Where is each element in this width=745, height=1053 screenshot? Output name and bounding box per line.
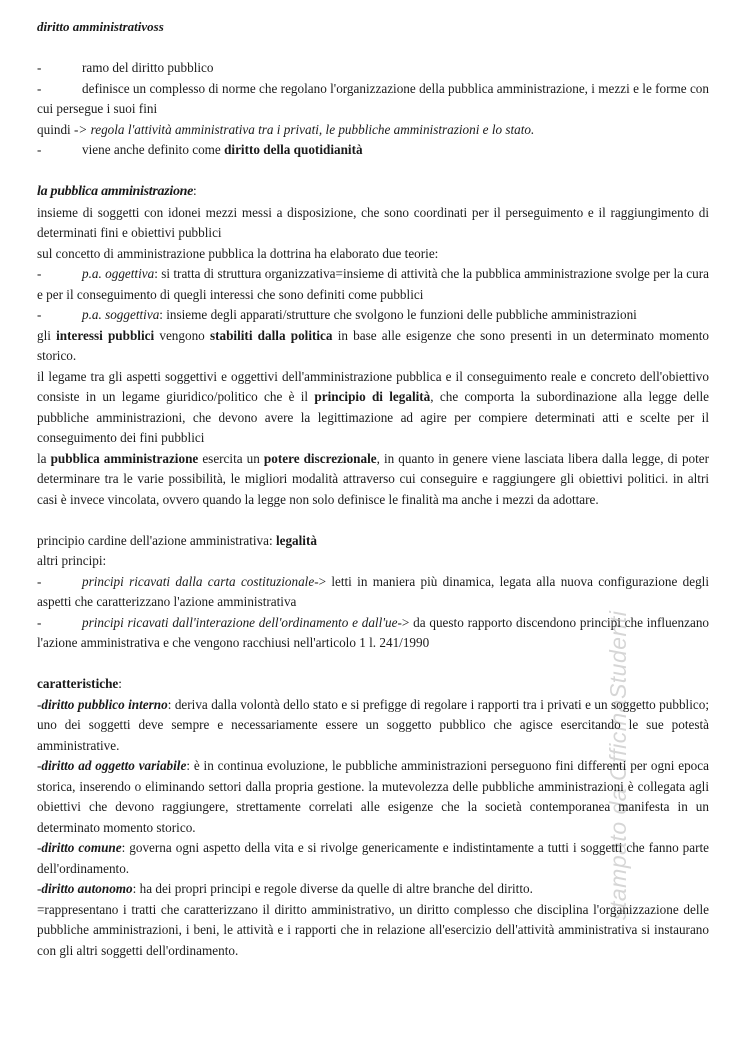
section-heading-text: la pubblica amministrazione [37, 184, 194, 199]
dash-marker: - [37, 266, 42, 281]
heading-suffix: : [118, 676, 122, 691]
bold-run: interessi pubblici [56, 327, 155, 343]
paragraph-definition: insieme di soggetti con idonei mezzi messi a disposizione, che sono coordinati per il perseguimento e il raggiungimento di determinati fini e obiettivi pubblici [37, 204, 709, 240]
list-item [37, 58, 709, 79]
dash-marker: - [37, 307, 42, 322]
dash-marker: - [37, 696, 42, 712]
dash-marker: - [37, 758, 42, 773]
spacer [37, 161, 709, 182]
bold-italic-run: diritto pubblico interno [41, 696, 168, 712]
list-item-text: ramo del diritto pubblico [82, 60, 214, 75]
paragraph-quindi [37, 120, 709, 141]
dash-marker: - [37, 142, 42, 157]
text-run: viene anche definito come [82, 142, 221, 157]
text-run: : è in continua evoluzione, le pubbliche amministrazioni perseguono fini differenti per ogni epoca storica, inserendo o eliminando settori dalla propria gestione. la mutevolezza delle pubbliche amministrazioni è collegata agli obiettivi che devono raggiungere, strettamente correlati alle esigenze che la società contemporanea manifesta in un determinato momento storico. [37, 758, 709, 835]
section-heading-caratteristiche [37, 674, 709, 695]
paragraph-teorie: sul concetto di amministrazione pubblica la dottrina ha elaborato due teorie: [37, 245, 439, 261]
list-item-text: definisce un complesso di norme che regolano l'organizzazione della pubblica amministrazione, i mezzi e le forme con cui persegue i suoi fini [37, 80, 709, 116]
text-run: vengono [159, 327, 205, 343]
oggettiva-label: p.a. oggettiva [82, 266, 155, 281]
heading-suffix: : [193, 183, 197, 198]
list-item [37, 572, 709, 613]
list-item-text [82, 140, 709, 161]
text-run: , in quanto in genere viene lasciata libera dalla legge, di poter determinare tra le varie possibilità, le migliori modalità attraverso cui conseguire e raggiungere gli obiettivi politici. in altri casi è invece vincolata, ovvero quando la legge non solo definisce le finalità ma anche i mezzi da adottare. [37, 450, 710, 507]
list-item [37, 838, 709, 879]
paragraph-summary: =rappresentano i tratti che caratterizzano il diritto amministrativo, un diritto complesso che disciplina l'organizzazione delle pubbliche amministrazioni, i beni, le attività e i rapporti che in relazione all'esercizio dell'attività amministrativa si instaurano con gli altri soggetti dell'ordinamento. [37, 901, 709, 958]
spacer [37, 654, 709, 675]
soggettiva-label: p.a. soggettiva [82, 307, 160, 322]
bold-italic-run: diritto autonomo [41, 881, 133, 896]
paragraph-legame [37, 367, 709, 449]
list-item [37, 613, 709, 654]
section-heading-pa [37, 181, 709, 203]
spacer [37, 38, 709, 59]
bold-run: potere discrezionale [263, 450, 377, 466]
dash-marker: - [37, 881, 42, 896]
list-item [37, 305, 709, 326]
paragraph-altri: altri principi: [37, 553, 107, 568]
list-item [37, 140, 709, 161]
quindi-prefix: quindi [37, 121, 71, 137]
paragraph-potere [37, 449, 709, 511]
list-item [37, 879, 709, 900]
bold-run: legalità [275, 532, 317, 548]
text-run: : deriva dalla volontà dello stato e si prefigge di regolare i rapporti tra i privati e un soggetto pubblico; uno dei soggetti deve sempre e necessariamente essere un soggetto pubblico che agisce esercitando le sue potestà amministrative. [37, 696, 709, 753]
text-run: principio cardine dell'azione amministrativa: [37, 532, 273, 548]
paragraph-cardine [37, 531, 709, 552]
document-page [37, 17, 709, 961]
dash-marker: - [37, 840, 42, 855]
dash-marker: - [37, 573, 42, 589]
bold-italic-run: diritto comune [41, 840, 122, 855]
list-item [37, 79, 709, 120]
list-item [37, 264, 709, 305]
text-run: la [37, 450, 47, 466]
quindi-italic: -> regola l'attività amministrativa tra i privati, le pubbliche amministrazioni e lo stato. [74, 121, 535, 137]
soggettiva-text: : insieme degli apparati/strutture che svolgono le funzioni delle pubbliche amministrazioni [159, 307, 637, 322]
dash-marker: - [37, 614, 42, 630]
text-run: il legame tra gli aspetti soggettivi e oggettivi dell'amministrazione pubblica e il conseguimento reale e concreto dell'obiettivo consiste in un legame giuridico/politico che è il [37, 368, 709, 404]
bold-run: principio di legalità [314, 389, 431, 404]
text-run: esercita un [202, 450, 260, 466]
text-run: , che comporta la subordinazione alla legge delle pubbliche amministrazioni, che devono avere la legittimazione ad agire per compiere determinati atti e scelte per il conseguimento dei fini pubblici [37, 389, 710, 445]
section-heading-text: caratteristiche [37, 676, 119, 691]
italic-run: principi ricavati dall'interazione dell'ordinamento e dall'ue [82, 614, 398, 630]
bold-run: pubblica amministrazione [50, 450, 199, 466]
text-run: -> da questo rapporto discendono principi che influenzano l'azione amministrativa e che vengono racchiusi nell'articolo 1 l. 241/1990 [37, 614, 710, 650]
watermark: stampato da OfficinaStudenti [605, 610, 631, 920]
paragraph-interessi [37, 326, 709, 367]
oggettiva-text: : si tratta di struttura organizzativa=insieme di attività che la pubblica amministrazione svolge per la cura e per il conseguimento di quegli interessi che sono definiti come pubblici [37, 266, 710, 302]
bold-italic-run: diritto ad oggetto variabile [41, 758, 187, 773]
bold-run: stabiliti dalla politica [209, 327, 333, 343]
text-run: : ha dei propri principi e regole diverse da quelle di altre branche del diritto. [132, 881, 533, 896]
italic-run: principi ricavati dalla carta costituzionale [82, 573, 315, 589]
spacer [37, 510, 709, 531]
text-run: : governa ogni aspetto della vita e si rivolge genericamente e indistintamente a tutti i soggetti che fanno parte dell'ordinamento. [37, 840, 710, 876]
text-run: gli [37, 327, 51, 343]
list-item [37, 756, 709, 838]
dash-marker: - [37, 80, 42, 96]
list-item [37, 695, 709, 757]
dash-marker: - [37, 60, 42, 75]
text-run: -> letti in maniera più dinamica, legata alla nuova configurazione degli aspetti che caratterizzano l'azione amministrativa [37, 573, 709, 609]
bold-run: diritto della quotidianità [224, 142, 363, 157]
document-title: diritto amministrativoss [37, 19, 164, 34]
text-run: in base alle esigenze che sono presenti in un determinato momento storico. [37, 327, 710, 363]
